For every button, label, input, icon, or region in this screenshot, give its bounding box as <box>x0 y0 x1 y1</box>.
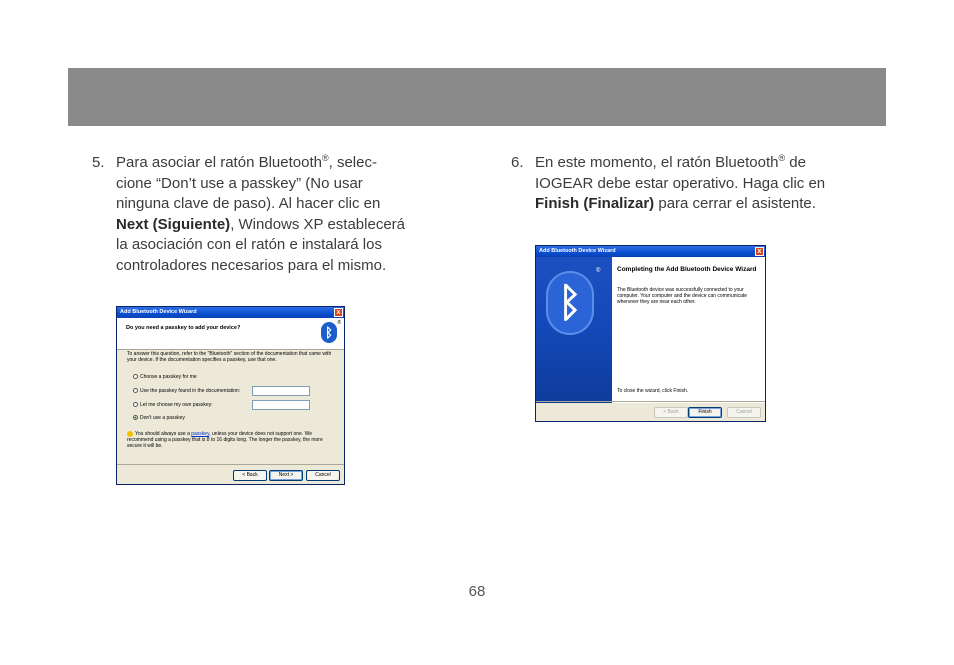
finish-label: Finish (Finalizar) <box>535 195 655 212</box>
cancel-button[interactable]: Cancel <box>306 470 340 481</box>
registered-mark: ® <box>778 153 786 163</box>
header-band <box>68 68 886 126</box>
dialog-button-row <box>117 464 344 484</box>
dialog-intro: To answer this question, refer to the "Bluetooth" section of the documentation that came with your device. If the documentation specifies a passkey, use that one. <box>127 351 332 363</box>
radio-icon[interactable] <box>133 402 138 407</box>
passkey-link[interactable]: passkey <box>191 431 210 437</box>
back-button[interactable]: < Back <box>233 470 267 481</box>
success-message: The Bluetooth device was successfully connected to your computer. Your computer and the device can communicate whenever they are near each other. <box>617 287 748 305</box>
close-icon[interactable]: x <box>334 308 343 317</box>
dialog-heading: Completing the Add Bluetooth Device Wizard <box>617 266 757 273</box>
completing-dialog-screenshot <box>535 245 766 422</box>
own-passkey-field[interactable] <box>252 400 310 410</box>
wizard-sidebar <box>536 257 612 403</box>
passkey-dialog-screenshot <box>116 306 345 485</box>
dialog-button-row <box>536 401 765 421</box>
registered-mark: ® <box>596 268 601 274</box>
documentation-passkey-field[interactable] <box>252 386 310 396</box>
dialog-header-panel <box>117 318 344 350</box>
close-icon[interactable]: x <box>755 247 764 256</box>
step-number: 5. <box>92 154 105 171</box>
finish-button[interactable]: Finish <box>688 407 722 418</box>
option-no-passkey[interactable]: Don't use a passkey <box>133 415 185 421</box>
next-button[interactable]: Next > <box>269 470 303 481</box>
radio-icon[interactable] <box>133 374 138 379</box>
step-text: Para asociar el ratón Bluetooth®, selec- cione “Don’t use a passkey” (No usar ninguna clave de paso). Al hacer clic en Next (Siguiente), Windows XP establecerá la asociación con el ratón e instalará los controladores necesarios para el mismo. <box>116 153 405 274</box>
next-label: Next (Siguiente) <box>116 215 231 233</box>
dialog-titlebar: Add Bluetooth Device Wizard x <box>536 246 765 257</box>
dialog-titlebar: Add Bluetooth Device Wizard x <box>117 307 344 318</box>
option-use-documentation-passkey[interactable]: Use the passkey found in the documentation: <box>133 388 240 394</box>
back-button[interactable]: < Back <box>654 407 688 418</box>
cancel-button[interactable]: Cancel <box>727 407 761 418</box>
step-text: En este momento, el ratón Bluetooth® de IOGEAR debe estar operativo. Haga clic en Finish (Finalizar) para cerrar el asistente. <box>535 153 826 212</box>
step-6 <box>511 153 861 215</box>
bluetooth-icon: ᛒ <box>546 271 594 335</box>
bluetooth-icon: ᛒ <box>321 322 337 343</box>
radio-icon[interactable] <box>133 388 138 393</box>
registered-mark: ® <box>337 320 341 326</box>
step-number: 6. <box>511 154 524 171</box>
step-5 <box>92 153 442 276</box>
option-choose-passkey[interactable]: Choose a passkey for me <box>133 374 197 380</box>
wizard-content <box>612 257 765 403</box>
dialog-heading: Do you need a passkey to add your device? <box>126 325 241 331</box>
passkey-warning: You should always use a passkey, unless your device does not support one. We recommend using a passkey that is 8 to 16 digits long. The longer the passkey, the more secure it will be. <box>127 431 323 449</box>
registered-mark: ® <box>321 153 329 163</box>
page-number: 68 <box>468 583 486 600</box>
close-instruction: To close the wizard, click Finish. <box>617 388 689 394</box>
radio-selected-icon[interactable] <box>133 415 138 420</box>
option-own-passkey[interactable]: Let me choose my own passkey: <box>133 402 213 408</box>
